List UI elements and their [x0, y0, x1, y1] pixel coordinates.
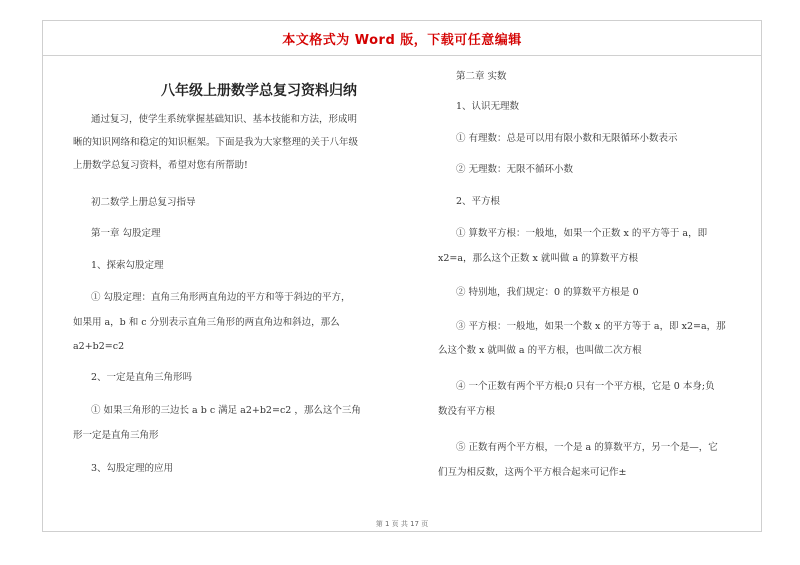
paragraph-line: ③ 平方根：一般地，如果一个数 x 的平方等于 a，即 x2=a，那 [456, 321, 726, 332]
subsection-heading: 1、认识无理数 [456, 101, 520, 112]
document-title: 八年级上册数学总复习资料归纳 [161, 83, 357, 99]
paragraph-line: ① 算数平方根：一般地，如果一个正数 x 的平方等于 a，即 [456, 228, 708, 239]
paragraph-line: 如果用 a，b 和 c 分别表示直角三角形的两直角边和斜边，那么 [73, 317, 340, 328]
subsection-heading: 1、探索勾股定理 [91, 260, 164, 271]
paragraph-line: ① 如果三角形的三边长 a b c 满足 a2+b2=c2 ，那么这个三角 [91, 405, 361, 416]
left-column [73, 21, 393, 531]
paragraph-line: ① 勾股定理：直角三角形两直角边的平方和等于斜边的平方， [91, 292, 351, 303]
paragraph-line: 晰的知识网络和稳定的知识框架。下面是我为大家整理的关于八年级 [73, 137, 359, 148]
paragraph-line: 么这个数 x 就叫做 a 的平方根，也叫做二次方根 [438, 345, 642, 356]
right-column [438, 21, 756, 531]
subsection-heading: 3、勾股定理的应用 [91, 463, 174, 474]
paragraph-line: ① 有理数：总是可以用有限小数和无限循环小数表示 [456, 133, 678, 144]
paragraph-line: ② 特别地，我们规定：0 的算数平方根是 0 [456, 287, 639, 298]
paragraph-line: 通过复习，使学生系统掌握基础知识、基本技能和方法，形成明 [91, 114, 358, 125]
subsection-heading: 2、平方根 [456, 196, 501, 207]
document-page [42, 20, 762, 532]
subsection-heading: 2、一定是直角三角形吗 [91, 372, 193, 383]
paragraph-line: 们互为相反数，这两个平方根合起来可记作± [438, 467, 627, 478]
paragraph-line: ⑤ 正数有两个平方根，一个是 a 的算数平方，另一个是—，它 [456, 442, 718, 453]
chapter-heading: 第二章 实数 [456, 71, 507, 82]
chapter-heading: 第一章 勾股定理 [91, 228, 161, 239]
page-number: 第 1 页 共 17 页 [375, 520, 429, 528]
paragraph-line: 上册数学总复习资料，希望对您有所帮助! [73, 160, 248, 171]
paragraph-line: 形一定是直角三角形 [73, 430, 159, 441]
formula-line: a2+b2=c2 [73, 341, 125, 352]
paragraph-line: 数没有平方根 [438, 406, 496, 417]
section-heading: 初二数学上册总复习指导 [91, 197, 196, 208]
paragraph-line: ④ 一个正数有两个平方根;0 只有一个平方根，它是 0 本身;负 [456, 381, 715, 392]
format-banner: 本文格式为 Word 版，下载可任意编辑 [282, 33, 522, 48]
paragraph-line: x2=a，那么这个正数 x 就叫做 a 的算数平方根 [438, 253, 639, 264]
paragraph-line: ② 无理数：无限不循环小数 [456, 164, 574, 175]
